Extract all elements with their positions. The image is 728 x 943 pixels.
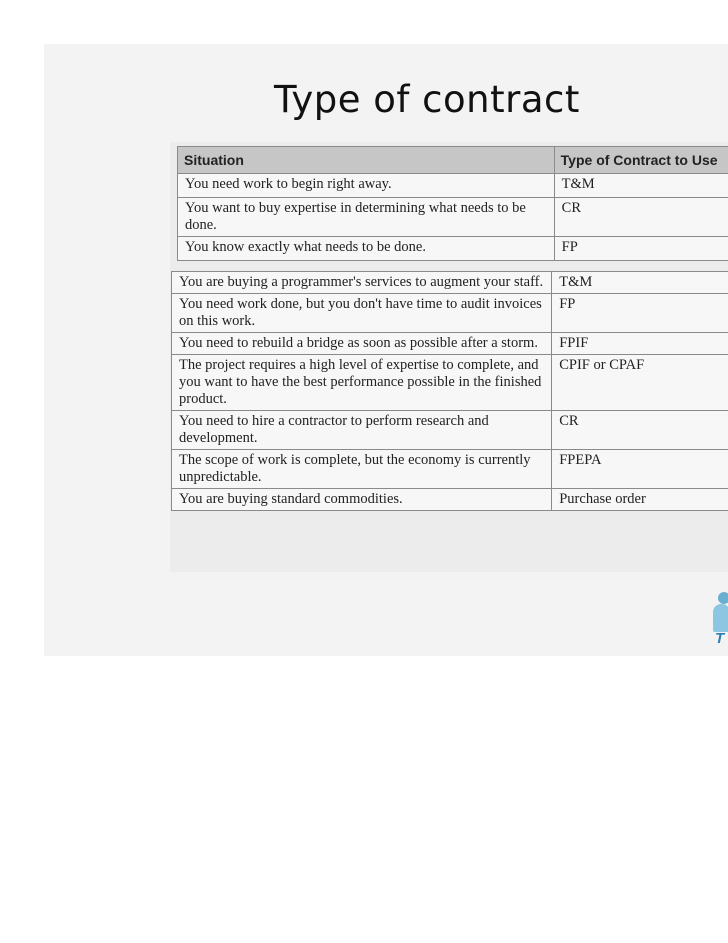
header-contract-type: Type of Contract to Use xyxy=(554,147,728,174)
contract-type-cell: FPIF xyxy=(552,333,728,355)
situation-cell: The project requires a high level of expertise to complete, and you want to have the best performance possible in the finished product. xyxy=(172,355,552,411)
logo-letter: T xyxy=(715,630,725,647)
table-row xyxy=(172,489,728,511)
slide-title: Type of contract xyxy=(274,78,580,121)
situation-cell: You need to hire a contractor to perform research and development. xyxy=(172,411,552,450)
logo-figure-head xyxy=(718,592,728,604)
contract-table-top xyxy=(177,146,728,261)
table-row xyxy=(178,237,728,261)
header-situation: Situation xyxy=(178,147,555,174)
contract-type-cell: T&M xyxy=(554,174,728,198)
table-row xyxy=(172,411,728,450)
contract-type-cell: CPIF or CPAF xyxy=(552,355,728,411)
situation-cell: You need work done, but you don't have time to audit invoices on this work. xyxy=(172,294,552,333)
situation-cell: You need work to begin right away. xyxy=(178,174,555,198)
table-row xyxy=(172,450,728,489)
company-logo xyxy=(710,592,728,647)
situation-cell: You need to rebuild a bridge as soon as possible after a storm. xyxy=(172,333,552,355)
contract-type-cell: T&M xyxy=(552,272,728,294)
contract-type-cell: FP xyxy=(552,294,728,333)
situation-cell: You know exactly what needs to be done. xyxy=(178,237,555,261)
contract-type-cell: FPEPA xyxy=(552,450,728,489)
situation-cell: You are buying a programmer's services to augment your staff. xyxy=(172,272,552,294)
table-row xyxy=(172,294,728,333)
contract-type-cell: Purchase order xyxy=(552,489,728,511)
logo-figure-body xyxy=(713,604,728,632)
situation-cell: You want to buy expertise in determining what needs to be done. xyxy=(178,198,555,237)
table-row xyxy=(178,198,728,237)
slide xyxy=(44,44,728,656)
contract-type-cell: CR xyxy=(552,411,728,450)
table-row xyxy=(172,355,728,411)
contract-type-cell: CR xyxy=(554,198,728,237)
situation-cell: The scope of work is complete, but the economy is currently unpredictable. xyxy=(172,450,552,489)
table-row xyxy=(172,272,728,294)
table-row xyxy=(178,174,728,198)
table-header-row xyxy=(178,147,728,174)
situation-cell: You are buying standard commodities. xyxy=(172,489,552,511)
table-row xyxy=(172,333,728,355)
contract-type-cell: FP xyxy=(554,237,728,261)
contract-table-bottom xyxy=(171,271,728,511)
